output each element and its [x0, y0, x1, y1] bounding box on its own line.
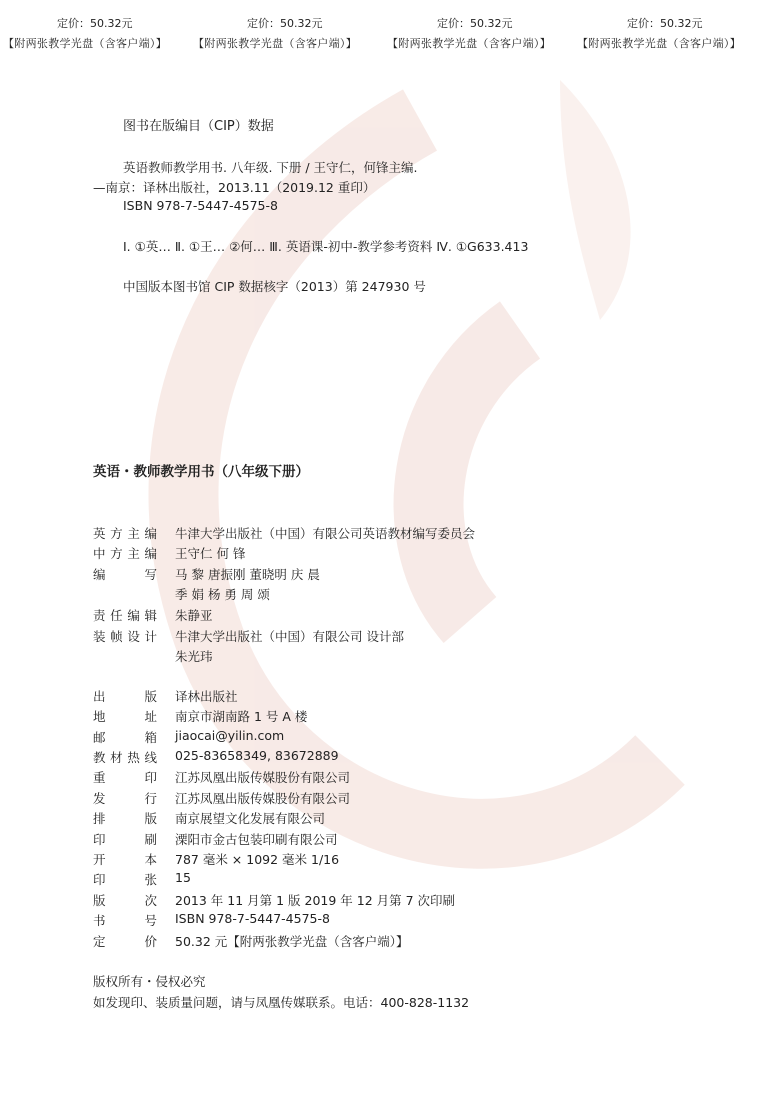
cip-classification: Ⅰ. ①英… Ⅱ. ①王… ②何… Ⅲ. 英语课-初中-教学参考资料 Ⅳ. ①G633.413: [123, 239, 529, 254]
price-label: 定价：50.32元: [57, 17, 133, 30]
credit-value: 季 娟 杨 勇 周 颂: [175, 587, 270, 602]
credit-label: 装 帧 设 计: [93, 629, 157, 644]
pub-value: 江苏凤凰出版传媒股份有限公司: [175, 791, 351, 806]
credit-label: 中 方 主 编: [93, 546, 157, 561]
pub-value: 025-83658349, 83672889: [175, 748, 339, 763]
pub-label: 出 版: [93, 689, 157, 704]
pub-label: 版 次: [93, 893, 157, 908]
pub-label: 教 材 热 线: [93, 750, 157, 765]
credit-label: 责 任 编 辑: [93, 608, 157, 623]
pub-label: 重 印: [93, 770, 157, 785]
pub-value: 南京展望文化发展有限公司: [175, 811, 326, 826]
credit-label: 编 写: [93, 567, 157, 582]
cip-isbn: ISBN 978-7-5447-4575-8: [123, 198, 278, 213]
price-label: 定价：50.32元: [627, 17, 703, 30]
credit-value: 马 黎 唐振刚 董晓明 庆 晨: [175, 567, 320, 582]
book-title: 英语・教师教学用书（八年级下册）: [93, 464, 309, 480]
credit-value: 牛津大学出版社（中国）有限公司英语教材编写委员会: [175, 526, 476, 541]
cip-line-1: 英语教师教学用书. 八年级. 下册 / 王守仁，何锋主编.: [123, 160, 418, 175]
credit-value: 朱光玮: [175, 649, 213, 664]
pub-value: ISBN 978-7-5447-4575-8: [175, 911, 330, 926]
price-label: 定价：50.32元: [437, 17, 513, 30]
pub-value: 溧阳市金古包装印刷有限公司: [175, 832, 338, 847]
price-label: 定价：50.32元: [247, 17, 323, 30]
pub-value: 译林出版社: [175, 689, 238, 704]
cd-note: 【附两张教学光盘（含客户端）】: [3, 37, 167, 50]
cd-note: 【附两张教学光盘（含客户端）】: [577, 37, 741, 50]
pub-label: 书 号: [93, 913, 157, 928]
pub-value: 南京市湖南路 1 号 A 楼: [175, 709, 308, 724]
cd-note: 【附两张教学光盘（含客户端）】: [387, 37, 551, 50]
cd-note: 【附两张教学光盘（含客户端）】: [193, 37, 357, 50]
pub-label: 印 刷: [93, 832, 157, 847]
cip-line-2: —南京：译林出版社，2013.11（2019.12 重印）: [93, 180, 376, 195]
price-header-row: [0, 15, 777, 35]
pub-label: 排 版: [93, 811, 157, 826]
pub-label: 邮 箱: [93, 730, 157, 745]
cip-title: 图书在版编目（CIP）数据: [123, 119, 274, 134]
credit-value: 朱静亚: [175, 608, 213, 623]
credit-value: 牛津大学出版社（中国）有限公司 设计部: [175, 629, 404, 644]
pub-value: jiaocai@yilin.com: [175, 728, 285, 743]
pub-value: 50.32 元【附两张教学光盘（含客户端）】: [175, 934, 409, 949]
quality-notice: 如发现印、装质量问题，请与凤凰传媒联系。电话：400-828-1132: [93, 995, 470, 1010]
copyright-notice: 版权所有・侵权必究: [93, 974, 206, 989]
pub-label: 发 行: [93, 791, 157, 806]
cd-note-row: [0, 35, 777, 55]
pub-label: 地 址: [93, 709, 157, 724]
credit-value: 王守仁 何 锋: [175, 546, 246, 561]
pub-value: 15: [175, 870, 191, 885]
pub-value: 787 毫米 × 1092 毫米 1/16: [175, 852, 340, 867]
pub-value: 2013 年 11 月第 1 版 2019 年 12 月第 7 次印刷: [175, 893, 456, 908]
cip-record: 中国版本图书馆 CIP 数据核字（2013）第 247930 号: [123, 279, 426, 294]
credit-label: 英 方 主 编: [93, 526, 157, 541]
pub-label: 开 本: [93, 852, 157, 867]
pub-label: 印 张: [93, 872, 157, 887]
pub-value: 江苏凤凰出版传媒股份有限公司: [175, 770, 351, 785]
pub-label: 定 价: [93, 934, 157, 949]
